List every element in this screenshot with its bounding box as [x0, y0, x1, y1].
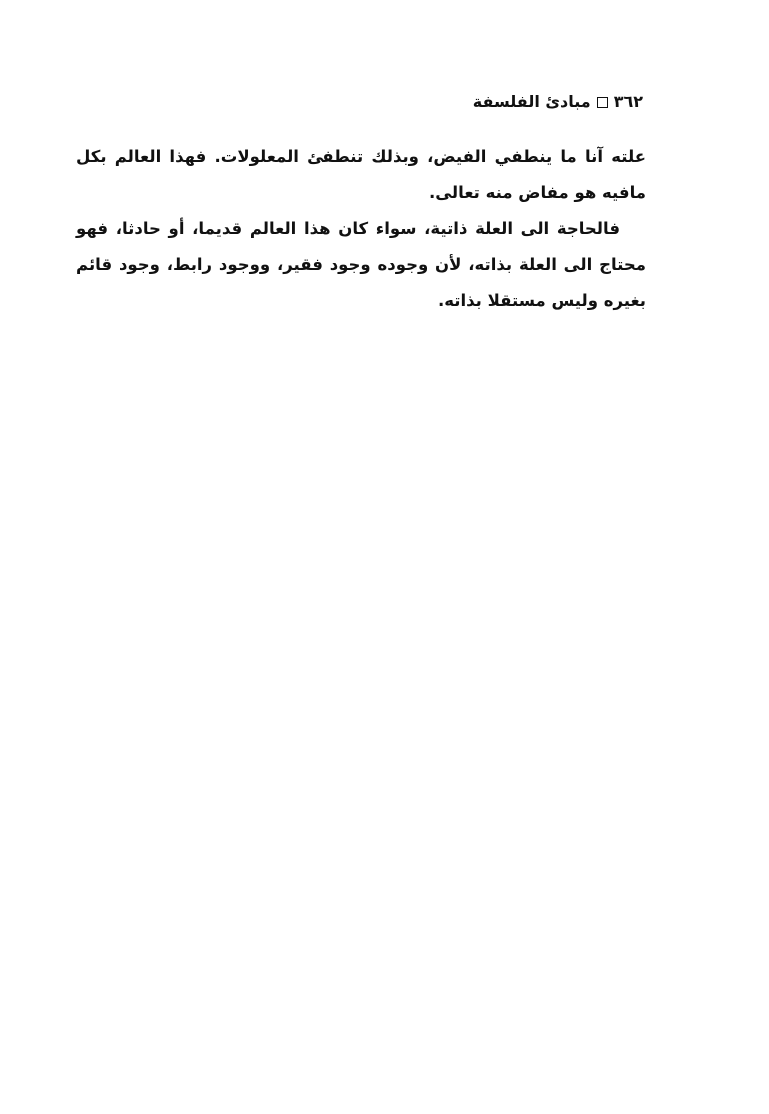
page-number: ٣٦٢	[613, 92, 643, 111]
book-title: مبادئ الفلسفة	[472, 92, 591, 111]
running-header	[473, 90, 643, 114]
square-ornament-icon	[597, 97, 608, 108]
paragraph: فالحاجة الى العلة ذاتية، سواء كان هذا العالم قديما، أو حادثا، فهو محتاج الى العلة بذاته، لأن وجوده وجود فقير، ووجود رابط، وجود قائم بغيره وليس مستقلا بذاته.	[76, 219, 646, 310]
paragraph: علته آنا ما ينطفي الفيض، وبذلك تنطفئ المعلولات. فهذا العالم بكل مافيه هو مفاض منه تعالى.	[76, 147, 646, 202]
body-text	[76, 139, 646, 319]
